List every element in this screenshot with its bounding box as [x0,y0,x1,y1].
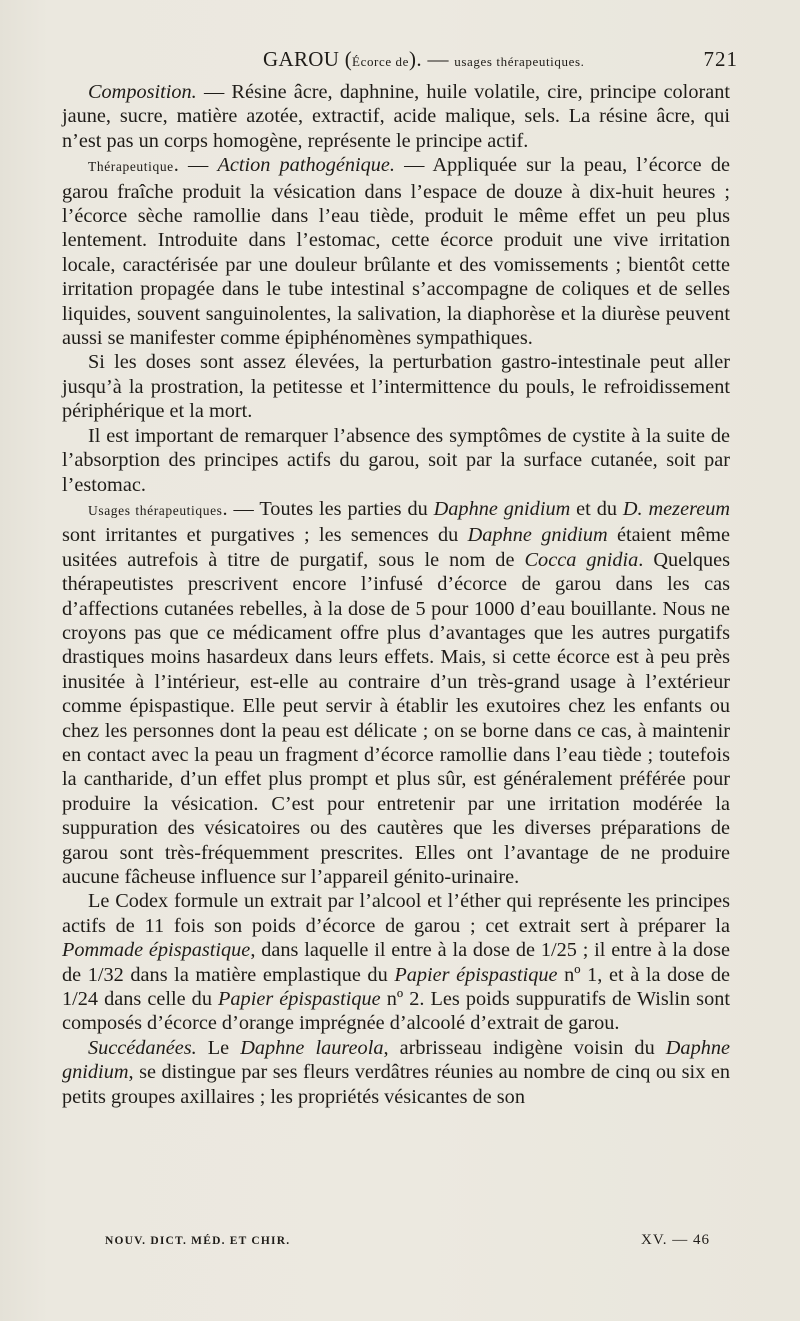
footer-volume-signature: XV. — 46 [641,1232,710,1248]
running-header [62,47,738,72]
heading-therapeutique: Thérapeutique [88,159,174,175]
paragraph-usages [62,497,730,890]
paragraph-composition [62,80,730,153]
paragraph-therapeutique [62,153,730,350]
paragraph-text: — Résine âcre, daphnine, huile volatile, cire, principe colorant jaune, sucre, matière azotée, extractif, acide malique, sels. La résine âcre, qui n’est pas un corps homogène, représente le principe actif. [62,81,730,152]
paragraph-succedanees [62,1036,730,1109]
paragraph-text: et du [570,497,623,520]
heading-composition: Composition. [88,81,197,103]
species-name: Cocca gnidia [524,548,639,571]
paragraph-text: . Quelques thérapeutistes prescrivent encore l’infusé d’écorce de garou dans les cas d’affections cutanées rebelles, à la dose de 5 pour 1000 d’eau bouillante. Nous ne croyons pas que ce médicament offre plus d’avantages que les autres purgatifs drastiques moins hasardeux dans leurs effets. Mais, si cette écorce est à peu près inusitée à l’intérieur, est-elle au contraire d’un très-grand usage à l’extérieur comme épispastique. Elle peut servir à établir les exutoires chez les enfants ou chez les personnes dont la peau est délicate ; on se borne dans ce cas, à maintenir en contact avec la peau un fragment d’écorce ramollie dans l’eau tiède ; toutefois la cantharide, d’un effet plus prompt et plus sûr, est généralement préférée pour produire la vésication. C’est pour entretenir par une irritation modérée la suppuration des vésicatoires ou des cautères que les diverses préparations de garou sont très-fréquemment prescrites. Elles ont l’avantage de ne produire aucune fâcheuse influence sur l’appareil génito-urinaire. [62,548,731,888]
page-footer [105,1232,710,1249]
running-title-dash: ). — [409,47,455,71]
paragraph-text: nº 1, et à la dose de 1/24 dans celle du [62,963,730,1011]
running-title-section: usages thérapeutiques. [454,54,585,69]
species-name: D. mezereum [622,497,731,520]
paragraph-text: Le Codex formule un extrait par l’alcool et l’éther qui représente les principes actifs de 11 fois son poids d’écorce de garou ; cet extrait sert à préparer la [62,890,730,937]
species-name: Daphne gnidium [62,1036,730,1084]
species-name: Daphne gnidium [467,524,608,547]
paragraph-text: , se distingue par ses fleurs verdâtres réunies au nombre de cinq ou six en petits groupes axillaires ; les propriétés vésicantes de son [62,1061,730,1108]
body-text [62,80,730,1109]
paragraph-text: nº 2. Les poids suppuratifs de Wislin sont composés d’écorce d’orange imprégnée d’alcoolé d’extrait de garou. [62,988,730,1035]
running-title [62,47,704,72]
running-title-main: GAROU ( [263,47,353,71]
heading-usages-therapeutiques: Usages thérapeutiques [88,502,223,518]
species-name: Daphne gnidium [433,497,571,520]
preparation-name: Pommade épispastique [62,939,251,962]
paragraph-text: étaient même usitées autrefois à titre de purgatif, sous le nom de [62,524,730,571]
paragraph-doses: Si les doses sont assez élevées, la perturbation gastro-intestinale peut aller jusqu’à la prostration, la petitesse et l’intermittence du pouls, le refroidissement périphérique et la mort. [62,351,730,423]
paragraph-text: sont irritantes et purgatives ; les semences du [62,524,468,547]
paragraph-codex [62,889,730,1035]
paragraph-text: , dans laquelle il entre à la dose de 1/25 ; il entre à la dose de 1/32 dans la matière emplastique du [62,939,731,986]
species-name: Daphne laureola [240,1036,384,1059]
preparation-name: Papier épispastique [394,963,558,986]
footer-publication: NOUV. DICT. MÉD. ET CHIR. [105,1235,291,1247]
subheading-action-pathogenique: Action pathogénique. [217,154,396,177]
paragraph-text: . — Toutes les parties du [222,497,434,520]
paragraph-text: — Appliquée sur la peau, l’écorce de garou fraîche produit la vésication dans l’espace de douze à dix-huit heures ; l’écorce sèche ramollie dans l’eau tiède, produit le même effet un peu plus lentement. Introduite dans l’estomac, cette écorce produit une vive irritation locale, caractérisée par une douleur brûlante et des vomissements ; bientôt cette irritation propagée dans le tube intestinal s’accompagne de coliques et de selles liquides, souvent sanguinolentes, la salivation, la diaphorèse et la diurèse peuvent aussi se manifester comme épiphénomènes sympathiques. [62,154,730,350]
preparation-name: Papier épispastique [218,988,381,1011]
paragraph-text: , arbrisseau indigène voisin du [383,1036,666,1059]
running-title-parenthetical: Écorce de [352,54,410,69]
heading-succedanees: Succédanées. [88,1036,197,1059]
paragraph-text: Le [196,1036,241,1059]
paragraph-text: . — [173,154,218,177]
paragraph-cystite: Il est important de remarquer l’absence des symptômes de cystite à la suite de l’absorption des principes actifs du garou, soit par la surface cutanée, soit par l’estomac. [62,424,730,496]
page-number: 721 [703,47,738,71]
